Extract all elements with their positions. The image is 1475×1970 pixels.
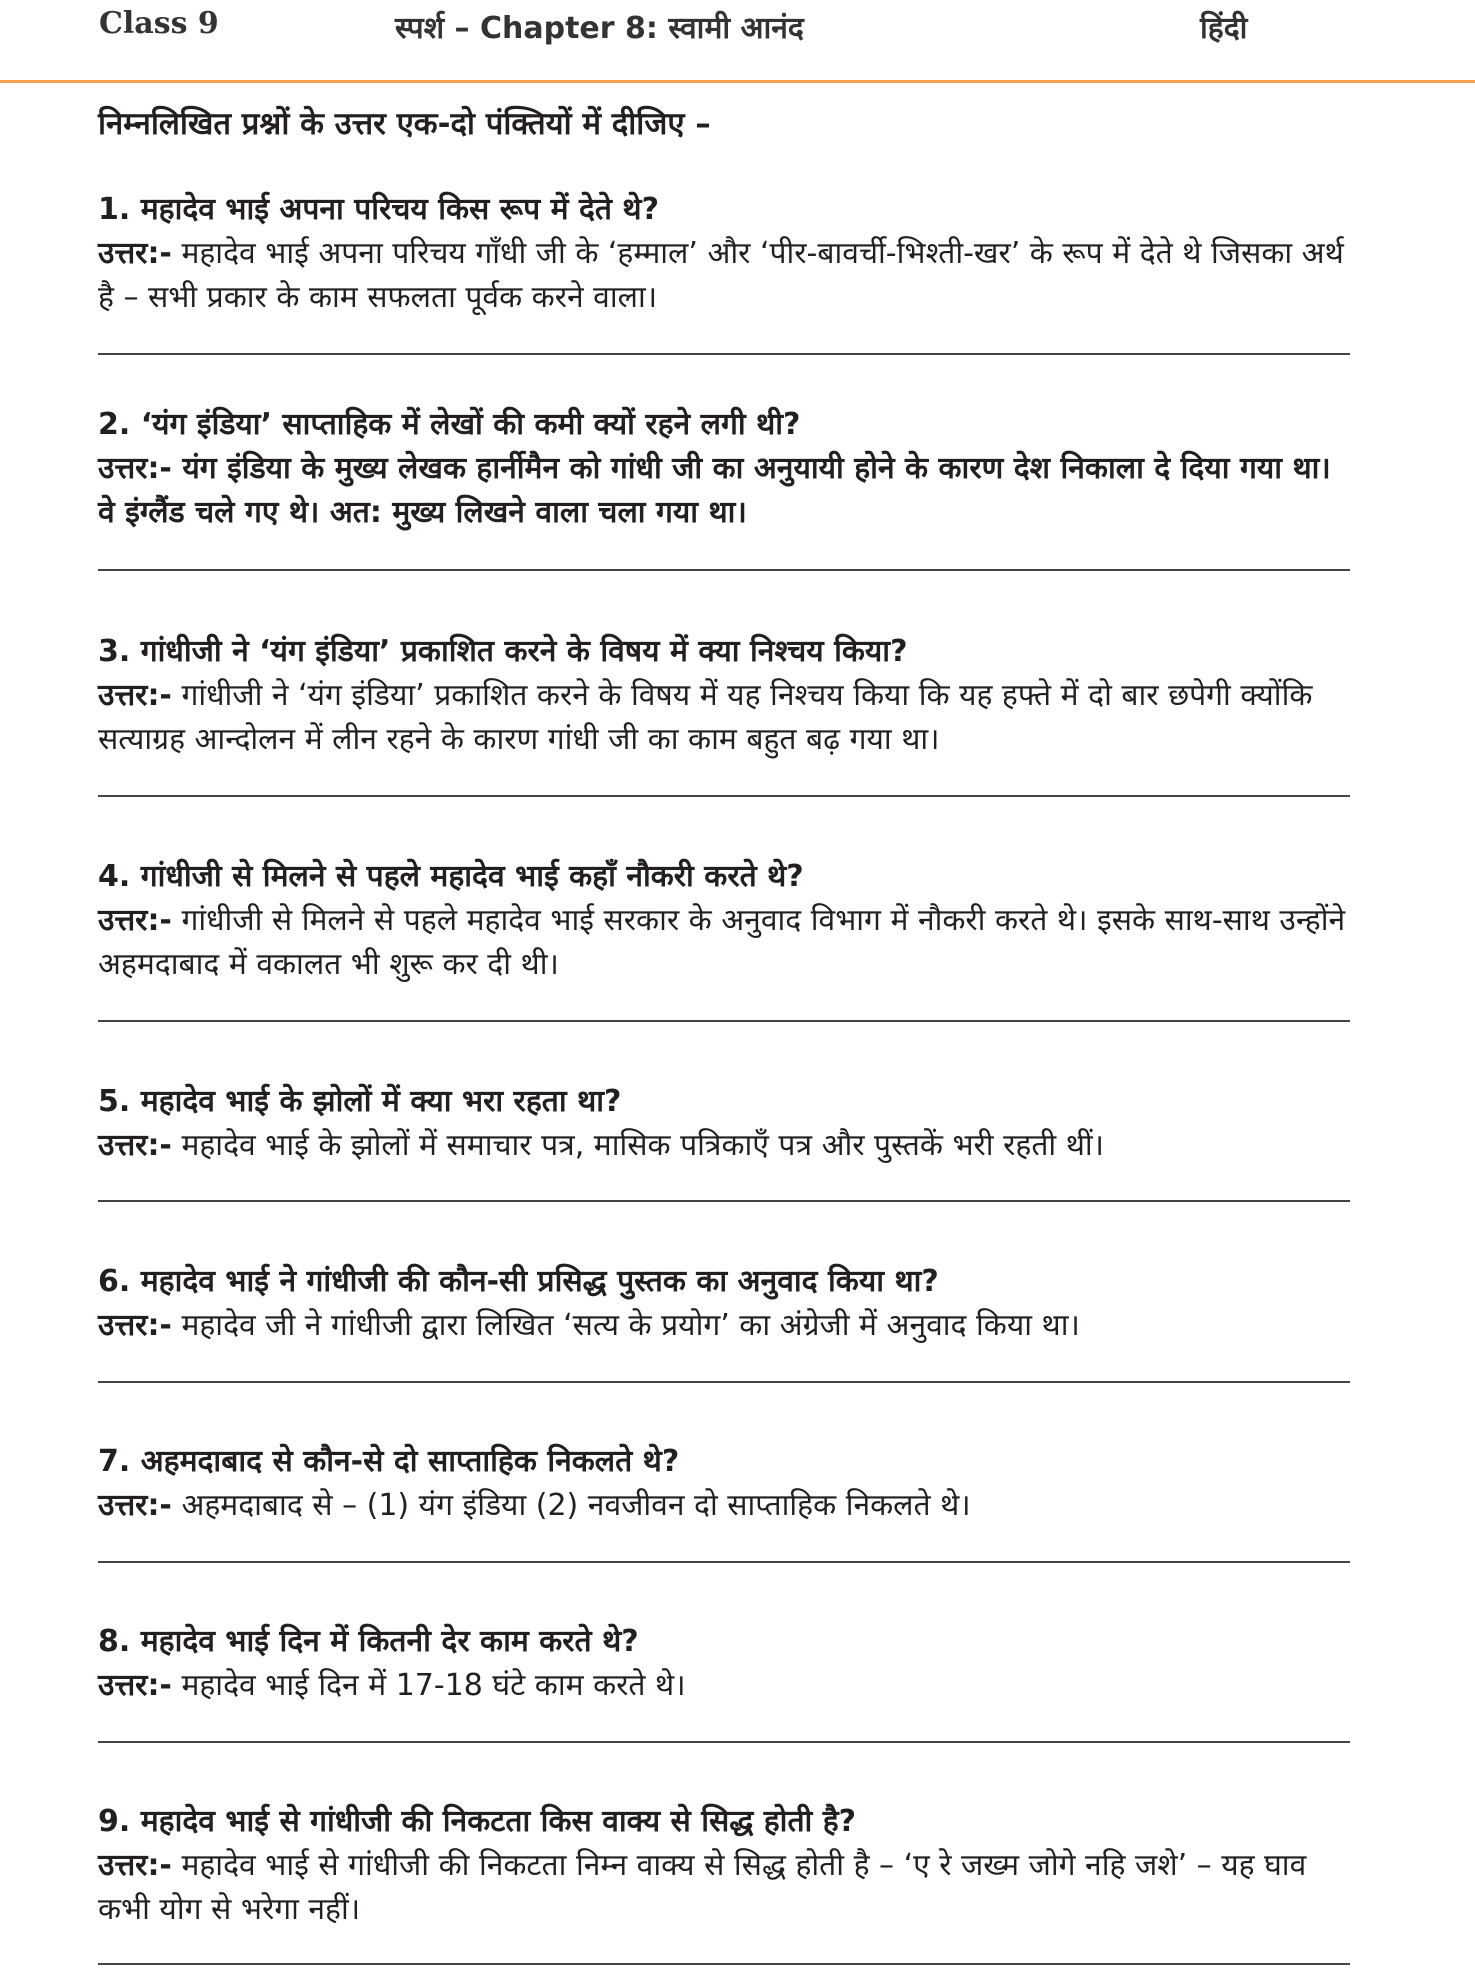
answer-8 <box>98 1664 1350 1708</box>
answer-5 <box>98 1124 1350 1168</box>
divider <box>98 1561 1350 1563</box>
divider <box>98 1741 1350 1743</box>
class-label: Class 9 <box>99 6 219 41</box>
answer-label: उत्तर:- <box>98 678 172 713</box>
answer-4 <box>98 899 1350 987</box>
qa-item-6 <box>98 1260 1350 1348</box>
answer-label: उत्तर:- <box>98 1488 172 1523</box>
divider <box>98 1200 1350 1202</box>
page-header <box>0 0 1475 83</box>
question-1: 1. महादेव भाई अपना परिचय किस रूप में देते थे? <box>98 192 660 227</box>
question-8: 8. महादेव भाई दिन में कितनी देर काम करते थे? <box>98 1624 639 1659</box>
answer-text: महादेव जी ने गांधीजी द्वारा लिखित ‘सत्य के प्रयोग’ का अंग्रेजी में अनुवाद किया था। <box>181 1308 1080 1343</box>
answer-label: उत्तर:- <box>98 1668 172 1703</box>
question-5: 5. महादेव भाई के झोलों में क्या भरा रहता था? <box>98 1084 622 1119</box>
answer-label: उत्तर:- <box>98 451 172 486</box>
divider <box>98 1381 1350 1383</box>
answer-text: महादेव भाई दिन में 17-18 घंटे काम करते थे। <box>181 1668 686 1703</box>
answer-text: महादेव भाई के झोलों में समाचार पत्र, मासिक पत्रिकाएँ पत्र और पुस्तकें भरी रहती थीं। <box>181 1128 1105 1163</box>
qa-item-8 <box>98 1620 1350 1708</box>
instruction-heading: निम्नलिखित प्रश्नों के उत्तर एक-दो पंक्तियों में दीजिए – <box>98 106 711 142</box>
answer-label: उत्तर:- <box>98 903 172 938</box>
divider <box>98 1020 1350 1022</box>
answer-label: उत्तर:- <box>98 1308 172 1343</box>
answer-label: उत्तर:- <box>98 236 172 271</box>
divider <box>98 569 1350 571</box>
qa-item-3 <box>98 630 1350 762</box>
question-3: 3. गांधीजी ने ‘यंग इंडिया’ प्रकाशित करने के विषय में क्या निश्चय किया? <box>98 634 908 669</box>
qa-item-5 <box>98 1080 1350 1168</box>
answer-7 <box>98 1484 1350 1528</box>
divider <box>98 353 1350 355</box>
qa-item-1 <box>98 188 1350 320</box>
answer-text: महादेव भाई अपना परिचय गाँधी जी के ‘हम्माल’ और ‘पीर-बावर्ची-भिश्ती-खर’ के रूप में देते थे जिसका अर्थ है – सभी प्रकार के काम सफलता पूर्वक करने वाला। <box>98 236 1344 315</box>
qa-item-2 <box>98 403 1350 535</box>
answer-6 <box>98 1304 1350 1348</box>
answer-label: उत्तर:- <box>98 1848 172 1883</box>
question-9: 9. महादेव भाई से गांधीजी की निकटता किस वाक्य से सिद्ध होती है? <box>98 1804 857 1839</box>
question-2: 2. ‘यंग इंडिया’ साप्ताहिक में लेखों की कमी क्यों रहने लगी थी? <box>98 407 801 442</box>
answer-3 <box>98 674 1350 762</box>
answer-text: यंग इंडिया के मुख्य लेखक हार्नीमैन को गांधी जी का अनुयायी होने के कारण देश निकाला दे दिया गया था। वे इंग्लैंड चले गए थे। अत: मुख्य लिखने वाला चला गया था। <box>98 451 1331 530</box>
answer-label: उत्तर:- <box>98 1128 172 1163</box>
subject-label: हिंदी <box>1200 11 1248 46</box>
answer-text: गांधीजी ने ‘यंग इंडिया’ प्रकाशित करने के विषय में यह निश्चय किया कि यह हफ्ते में दो बार छपेगी क्योंकि सत्याग्रह आन्दोलन में लीन रहने के कारण गांधी जी का काम बहुत बढ़ गया था। <box>98 678 1313 757</box>
answer-9 <box>98 1844 1350 1932</box>
answer-text: महादेव भाई से गांधीजी की निकटता निम्न वाक्य से सिद्ध होती है – ‘ए रे जख्म जोगे नहि जशे’ – यह घाव कभी योग से भरेगा नहीं। <box>98 1848 1307 1927</box>
chapter-title: स्पर्श – Chapter 8: स्वामी आनंद <box>395 11 804 46</box>
divider <box>98 1963 1350 1965</box>
qa-item-4 <box>98 855 1350 987</box>
answer-2 <box>98 447 1350 535</box>
divider <box>98 795 1350 797</box>
question-7: 7. अहमदाबाद से कौन-से दो साप्ताहिक निकलते थे? <box>98 1444 680 1479</box>
qa-item-7 <box>98 1440 1350 1528</box>
answer-1 <box>98 232 1350 320</box>
question-6: 6. महादेव भाई ने गांधीजी की कौन-सी प्रसिद्ध पुस्तक का अनुवाद किया था? <box>98 1264 939 1299</box>
question-4: 4. गांधीजी से मिलने से पहले महादेव भाई कहाँ नौकरी करते थे? <box>98 859 804 894</box>
answer-text: गांधीजी से मिलने से पहले महादेव भाई सरकार के अनुवाद विभाग में नौकरी करते थे। इसके साथ-साथ उन्होंने अहमदाबाद में वकालत भी शुरू कर दी थी। <box>98 903 1346 982</box>
qa-item-9 <box>98 1800 1350 1932</box>
answer-text: अहमदाबाद से – (1) यंग इंडिया (2) नवजीवन दो साप्ताहिक निकलते थे। <box>181 1488 971 1523</box>
